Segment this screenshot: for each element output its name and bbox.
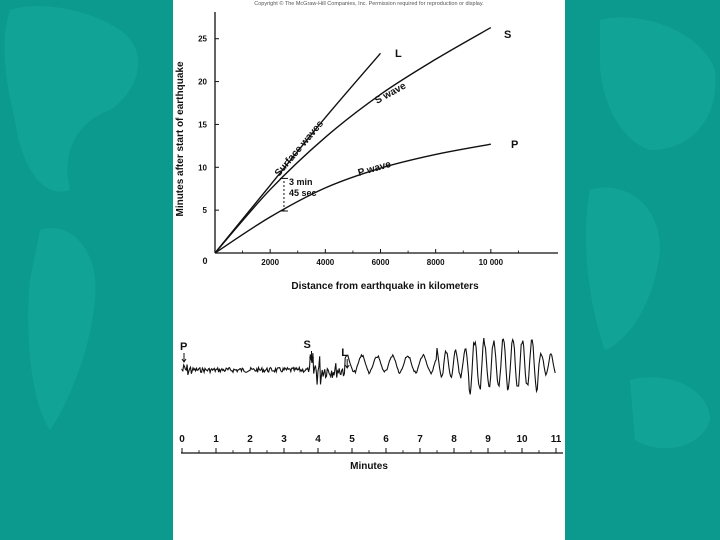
origin-label: 0 bbox=[202, 256, 208, 266]
x-tick-label: 8000 bbox=[426, 258, 445, 267]
annotation-line-2: 45 sec bbox=[289, 188, 317, 198]
x-tick-label: 2000 bbox=[261, 258, 280, 267]
time-tick-label: 11 bbox=[550, 434, 562, 445]
x-tick-label: 6000 bbox=[371, 258, 390, 267]
y-tick-label: 5 bbox=[202, 206, 207, 216]
time-tick-label: 3 bbox=[281, 434, 287, 445]
time-axis-title: Minutes bbox=[350, 461, 388, 472]
time-tick-label: 2 bbox=[247, 434, 253, 445]
x-tick-label: 10 000 bbox=[478, 258, 504, 267]
y-tick-label: 15 bbox=[198, 120, 207, 130]
time-tick-label: 4 bbox=[315, 434, 321, 445]
time-tick-label: 6 bbox=[383, 434, 389, 445]
end-label-L: L bbox=[395, 48, 402, 60]
time-gap-annotation bbox=[280, 177, 317, 211]
time-tick-label: 10 bbox=[516, 434, 528, 445]
y-axis-title: Minutes after start of earthquake bbox=[175, 61, 186, 217]
curve-label-s-wave: S wave bbox=[373, 80, 409, 107]
time-tick-label: 8 bbox=[451, 434, 457, 445]
seismogram bbox=[179, 338, 563, 472]
series-line-S bbox=[215, 28, 491, 253]
copyright-notice: Copyright © The McGraw-Hill Companies, Inc. Permission required for reproduction or display. bbox=[254, 1, 484, 7]
curve-label-surface-waves: Surface waves bbox=[272, 118, 326, 179]
curve-label-p-wave: P wave bbox=[356, 159, 393, 179]
time-tick-label: 7 bbox=[417, 434, 423, 445]
travel-time-chart bbox=[175, 12, 558, 292]
x-tick-label: 4000 bbox=[316, 258, 335, 267]
x-axis-title: Distance from earthquake in kilometers bbox=[291, 281, 479, 292]
arrival-label-L: L bbox=[341, 347, 348, 359]
time-tick-label: 1 bbox=[213, 434, 219, 445]
arrival-label-S: S bbox=[303, 339, 311, 351]
end-label-P: P bbox=[511, 139, 519, 151]
time-tick-label: 5 bbox=[349, 434, 355, 445]
y-tick-label: 25 bbox=[198, 34, 207, 44]
figure-panel bbox=[173, 0, 565, 540]
time-tick-label: 9 bbox=[485, 434, 491, 445]
time-tick-label: 0 bbox=[179, 434, 185, 445]
seismogram-trace bbox=[182, 338, 555, 394]
arrival-arrow-L bbox=[345, 359, 349, 368]
arrival-arrow-P bbox=[182, 353, 186, 362]
y-tick-label: 10 bbox=[198, 163, 207, 173]
arrival-label-P: P bbox=[180, 341, 188, 353]
series-line-P bbox=[215, 144, 491, 253]
end-label-S: S bbox=[504, 29, 512, 41]
y-tick-label: 20 bbox=[198, 77, 207, 87]
annotation-line-1: 3 min bbox=[289, 177, 313, 187]
